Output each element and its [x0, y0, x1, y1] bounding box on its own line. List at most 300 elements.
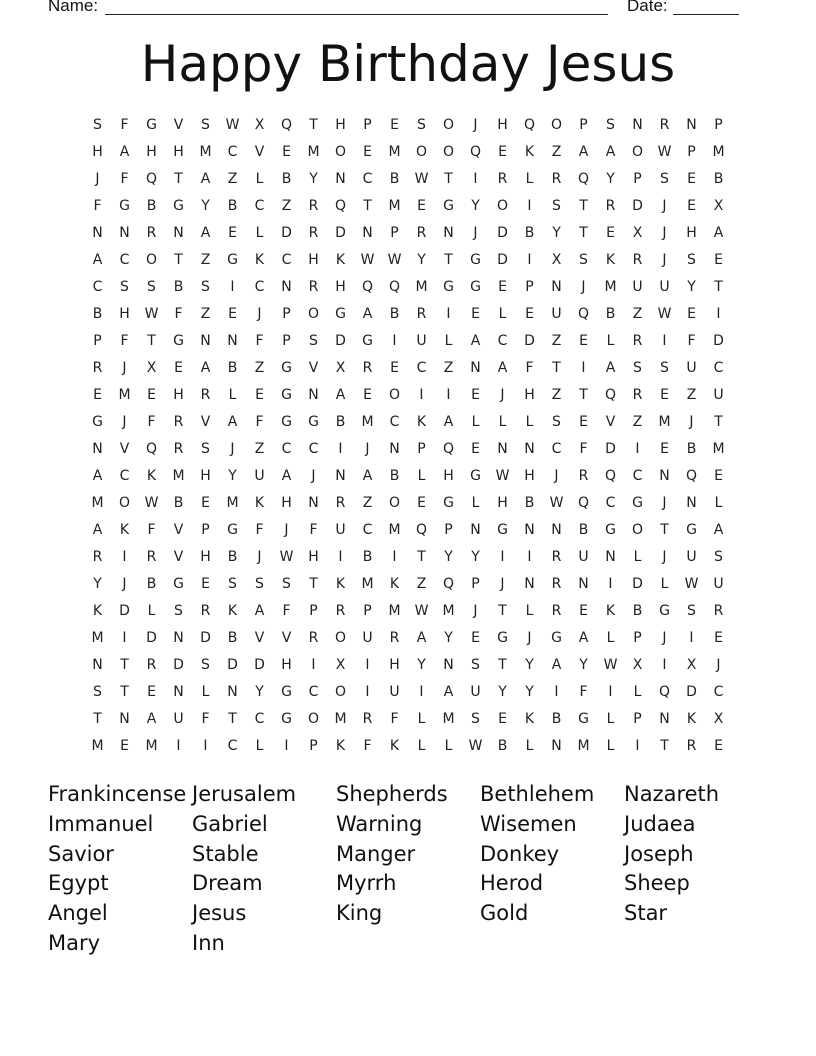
grid-letter[interactable]: G	[443, 198, 454, 214]
grid-letter[interactable]: I	[311, 657, 316, 673]
grid-letter[interactable]: U	[686, 549, 697, 565]
grid-letter[interactable]: B	[578, 522, 589, 538]
grid-letter[interactable]: G	[551, 630, 562, 646]
grid-letter[interactable]: B	[146, 198, 157, 214]
grid-letter[interactable]: Y	[255, 684, 264, 700]
grid-letter[interactable]: I	[527, 549, 532, 565]
grid-letter[interactable]: L	[417, 711, 426, 727]
grid-letter[interactable]: A	[578, 144, 589, 160]
grid-letter[interactable]: K	[416, 414, 427, 430]
grid-letter[interactable]: Y	[471, 549, 480, 565]
grid-letter[interactable]: B	[362, 549, 373, 565]
grid-letter[interactable]: R	[605, 198, 616, 214]
grid-letter[interactable]: D	[632, 198, 643, 214]
grid-letter[interactable]: J	[554, 468, 559, 484]
grid-letter[interactable]: J	[662, 495, 667, 511]
grid-letter[interactable]: N	[119, 225, 130, 241]
grid-letter[interactable]: A	[605, 360, 616, 376]
grid-letter[interactable]: M	[226, 495, 239, 511]
grid-letter[interactable]: D	[497, 252, 508, 268]
grid-letter[interactable]: B	[146, 576, 157, 592]
grid-letter[interactable]: O	[442, 144, 455, 160]
grid-letter[interactable]: R	[551, 171, 562, 187]
grid-letter[interactable]: O	[145, 252, 158, 268]
grid-letter[interactable]: N	[92, 657, 103, 673]
grid-letter[interactable]: B	[497, 738, 508, 754]
grid-letter[interactable]: P	[201, 522, 210, 538]
grid-letter[interactable]: E	[471, 306, 480, 322]
grid-letter[interactable]: X	[713, 711, 724, 727]
grid-letter[interactable]: C	[362, 171, 373, 187]
grid-letter[interactable]: G	[605, 522, 616, 538]
grid-letter[interactable]: E	[147, 684, 156, 700]
grid-letter[interactable]: R	[713, 603, 724, 619]
grid-letter[interactable]: L	[471, 495, 480, 511]
grid-letter[interactable]: J	[689, 414, 694, 430]
grid-letter[interactable]: Y	[498, 684, 507, 700]
grid-letter[interactable]: B	[389, 468, 400, 484]
grid-letter[interactable]: L	[471, 414, 480, 430]
grid-letter[interactable]: J	[122, 414, 127, 430]
grid-letter[interactable]: E	[390, 117, 399, 133]
grid-letter[interactable]: O	[442, 117, 455, 133]
grid-letter[interactable]: N	[659, 468, 670, 484]
grid-letter[interactable]: T	[498, 603, 507, 619]
grid-letter[interactable]: I	[689, 630, 694, 646]
grid-letter[interactable]: R	[335, 603, 346, 619]
grid-letter[interactable]: I	[446, 387, 451, 403]
grid-letter[interactable]: R	[632, 252, 643, 268]
grid-letter[interactable]: H	[308, 252, 319, 268]
grid-letter[interactable]: A	[281, 468, 292, 484]
grid-letter[interactable]: F	[525, 360, 534, 376]
grid-letter[interactable]: D	[119, 603, 130, 619]
grid-letter[interactable]: M	[91, 495, 104, 511]
grid-letter[interactable]: A	[578, 630, 589, 646]
grid-letter[interactable]: E	[363, 387, 372, 403]
grid-letter[interactable]: Z	[200, 306, 211, 322]
grid-letter[interactable]: V	[605, 414, 616, 430]
grid-letter[interactable]: R	[146, 549, 157, 565]
grid-letter[interactable]: S	[174, 603, 183, 619]
grid-letter[interactable]: T	[309, 117, 318, 133]
grid-letter[interactable]: I	[446, 306, 451, 322]
grid-letter[interactable]: W	[468, 738, 483, 754]
grid-letter[interactable]: N	[308, 387, 319, 403]
grid-letter[interactable]: B	[173, 495, 184, 511]
grid-letter[interactable]: S	[93, 117, 102, 133]
grid-letter[interactable]: B	[713, 171, 724, 187]
grid-letter[interactable]: W	[414, 603, 429, 619]
grid-letter[interactable]: Y	[228, 468, 237, 484]
grid-letter[interactable]: U	[470, 684, 481, 700]
grid-letter[interactable]: J	[473, 117, 478, 133]
grid-letter[interactable]: P	[525, 279, 534, 295]
grid-letter[interactable]: O	[334, 630, 347, 646]
grid-letter[interactable]: J	[662, 225, 667, 241]
grid-letter[interactable]: L	[606, 711, 615, 727]
grid-letter[interactable]: V	[254, 144, 265, 160]
grid-letter[interactable]: F	[579, 684, 588, 700]
grid-letter[interactable]: N	[173, 225, 184, 241]
grid-letter[interactable]: N	[443, 657, 454, 673]
grid-letter[interactable]: K	[335, 252, 346, 268]
grid-letter[interactable]: D	[281, 225, 292, 241]
grid-letter[interactable]: S	[714, 549, 723, 565]
grid-letter[interactable]: P	[579, 117, 588, 133]
grid-letter[interactable]: K	[389, 738, 400, 754]
grid-letter[interactable]: G	[281, 684, 292, 700]
grid-letter[interactable]: L	[714, 495, 723, 511]
grid-letter[interactable]: R	[551, 603, 562, 619]
grid-letter[interactable]: N	[281, 279, 292, 295]
grid-letter[interactable]: U	[578, 549, 589, 565]
grid-letter[interactable]: Q	[334, 198, 347, 214]
grid-letter[interactable]: H	[686, 225, 697, 241]
grid-letter[interactable]: O	[415, 144, 428, 160]
grid-letter[interactable]: V	[173, 549, 184, 565]
grid-letter[interactable]: S	[471, 657, 480, 673]
grid-letter[interactable]: N	[173, 684, 184, 700]
grid-letter[interactable]: P	[633, 171, 642, 187]
grid-letter[interactable]: H	[200, 549, 211, 565]
grid-letter[interactable]: L	[444, 333, 453, 349]
grid-letter[interactable]: B	[92, 306, 103, 322]
grid-letter[interactable]: R	[200, 603, 211, 619]
grid-letter[interactable]: I	[419, 684, 424, 700]
grid-letter[interactable]: H	[173, 387, 184, 403]
grid-letter[interactable]: R	[308, 198, 319, 214]
grid-letter[interactable]: E	[363, 144, 372, 160]
grid-letter[interactable]: B	[524, 225, 535, 241]
grid-letter[interactable]: B	[605, 306, 616, 322]
grid-letter[interactable]: Q	[415, 522, 428, 538]
grid-letter[interactable]: I	[500, 549, 505, 565]
grid-letter[interactable]: E	[714, 738, 723, 754]
grid-letter[interactable]: N	[497, 441, 508, 457]
grid-letter[interactable]: U	[713, 576, 724, 592]
grid-letter[interactable]: O	[631, 522, 644, 538]
grid-letter[interactable]: M	[388, 522, 401, 538]
grid-letter[interactable]: C	[119, 468, 130, 484]
grid-letter[interactable]: R	[92, 549, 103, 565]
grid-letter[interactable]: J	[257, 549, 262, 565]
grid-letter[interactable]: E	[579, 414, 588, 430]
grid-letter[interactable]: Y	[579, 657, 588, 673]
grid-letter[interactable]: P	[471, 576, 480, 592]
grid-letter[interactable]: A	[92, 522, 103, 538]
grid-letter[interactable]: F	[120, 333, 129, 349]
grid-letter[interactable]: C	[308, 441, 319, 457]
grid-letter[interactable]: Z	[551, 144, 562, 160]
grid-letter[interactable]: H	[497, 495, 508, 511]
grid-letter[interactable]: O	[334, 144, 347, 160]
grid-letter[interactable]: N	[632, 117, 643, 133]
grid-letter[interactable]: F	[147, 522, 156, 538]
grid-letter[interactable]: J	[500, 387, 505, 403]
grid-letter[interactable]: Q	[145, 171, 158, 187]
grid-letter[interactable]: M	[361, 414, 374, 430]
grid-letter[interactable]: A	[227, 414, 238, 430]
grid-letter[interactable]: H	[497, 117, 508, 133]
grid-letter[interactable]: Y	[201, 198, 210, 214]
grid-letter[interactable]: T	[444, 252, 453, 268]
grid-letter[interactable]: S	[687, 252, 696, 268]
grid-letter[interactable]: I	[230, 279, 235, 295]
grid-letter[interactable]: E	[498, 711, 507, 727]
grid-letter[interactable]: Y	[417, 252, 426, 268]
grid-letter[interactable]: B	[227, 630, 238, 646]
grid-letter[interactable]: W	[360, 252, 375, 268]
grid-letter[interactable]: D	[146, 630, 157, 646]
grid-letter[interactable]: U	[254, 468, 265, 484]
grid-letter[interactable]: F	[255, 414, 264, 430]
grid-letter[interactable]: E	[390, 360, 399, 376]
grid-letter[interactable]: P	[363, 603, 372, 619]
grid-letter[interactable]: G	[146, 117, 157, 133]
grid-letter[interactable]: C	[497, 333, 508, 349]
grid-letter[interactable]: H	[308, 549, 319, 565]
grid-letter[interactable]: C	[254, 279, 265, 295]
grid-letter[interactable]: N	[227, 684, 238, 700]
grid-letter[interactable]: W	[279, 549, 294, 565]
grid-letter[interactable]: T	[120, 657, 129, 673]
grid-letter[interactable]: D	[173, 657, 184, 673]
grid-letter[interactable]: Q	[361, 279, 374, 295]
grid-letter[interactable]: S	[633, 360, 642, 376]
grid-letter[interactable]: J	[122, 576, 127, 592]
grid-letter[interactable]: I	[419, 387, 424, 403]
grid-letter[interactable]: O	[631, 144, 644, 160]
grid-letter[interactable]: C	[281, 441, 292, 457]
grid-letter[interactable]: L	[417, 738, 426, 754]
grid-letter[interactable]: T	[660, 738, 669, 754]
grid-letter[interactable]: R	[551, 576, 562, 592]
grid-letter[interactable]: P	[309, 603, 318, 619]
grid-letter[interactable]: J	[662, 198, 667, 214]
grid-letter[interactable]: F	[93, 198, 102, 214]
grid-letter[interactable]: G	[119, 198, 130, 214]
grid-letter[interactable]: A	[470, 333, 481, 349]
grid-letter[interactable]: H	[146, 144, 157, 160]
grid-letter[interactable]: L	[525, 603, 534, 619]
grid-letter[interactable]: W	[144, 306, 159, 322]
grid-letter[interactable]: X	[713, 198, 724, 214]
grid-letter[interactable]: M	[577, 738, 590, 754]
grid-letter[interactable]: W	[657, 306, 672, 322]
grid-letter[interactable]: N	[551, 279, 562, 295]
grid-letter[interactable]: L	[228, 387, 237, 403]
grid-letter[interactable]: F	[687, 333, 696, 349]
grid-letter[interactable]: C	[227, 738, 238, 754]
grid-letter[interactable]: U	[173, 711, 184, 727]
grid-letter[interactable]: A	[713, 522, 724, 538]
grid-letter[interactable]: D	[335, 333, 346, 349]
grid-letter[interactable]: C	[713, 360, 724, 376]
grid-letter[interactable]: M	[415, 279, 428, 295]
grid-letter[interactable]: W	[549, 495, 564, 511]
grid-letter[interactable]: S	[417, 117, 426, 133]
grid-letter[interactable]: X	[254, 117, 265, 133]
grid-letter[interactable]: C	[254, 711, 265, 727]
grid-letter[interactable]: M	[307, 144, 320, 160]
grid-letter[interactable]: R	[308, 630, 319, 646]
grid-letter[interactable]: P	[633, 630, 642, 646]
grid-letter[interactable]: K	[92, 603, 103, 619]
grid-letter[interactable]: Q	[145, 441, 158, 457]
grid-letter[interactable]: I	[608, 684, 613, 700]
grid-letter[interactable]: C	[416, 360, 427, 376]
grid-letter[interactable]: D	[335, 225, 346, 241]
grid-letter[interactable]: G	[281, 360, 292, 376]
grid-letter[interactable]: F	[255, 522, 264, 538]
grid-letter[interactable]: T	[579, 225, 588, 241]
grid-letter[interactable]: R	[92, 360, 103, 376]
grid-letter[interactable]: Y	[525, 684, 534, 700]
grid-letter[interactable]: S	[471, 711, 480, 727]
grid-letter[interactable]: X	[335, 657, 346, 673]
grid-letter[interactable]: J	[716, 657, 721, 673]
grid-letter[interactable]: U	[659, 279, 670, 295]
grid-letter[interactable]: D	[713, 333, 724, 349]
grid-letter[interactable]: R	[146, 657, 157, 673]
grid-letter[interactable]: E	[228, 306, 237, 322]
grid-letter[interactable]: E	[471, 387, 480, 403]
grid-letter[interactable]: G	[227, 252, 238, 268]
grid-letter[interactable]: P	[282, 333, 291, 349]
grid-letter[interactable]: S	[201, 441, 210, 457]
grid-letter[interactable]: W	[414, 171, 429, 187]
grid-letter[interactable]: A	[335, 387, 346, 403]
grid-letter[interactable]: S	[120, 279, 129, 295]
grid-letter[interactable]: Z	[686, 387, 697, 403]
grid-letter[interactable]: E	[498, 279, 507, 295]
grid-letter[interactable]: N	[470, 522, 481, 538]
grid-letter[interactable]: H	[389, 657, 400, 673]
grid-letter[interactable]: U	[713, 387, 724, 403]
grid-letter[interactable]: Q	[577, 306, 590, 322]
grid-letter[interactable]: I	[338, 441, 343, 457]
grid-letter[interactable]: G	[362, 333, 373, 349]
grid-letter[interactable]: B	[389, 306, 400, 322]
grid-letter[interactable]: C	[389, 414, 400, 430]
grid-letter[interactable]: P	[417, 441, 426, 457]
grid-letter[interactable]: F	[363, 738, 372, 754]
grid-letter[interactable]: T	[228, 711, 237, 727]
grid-letter[interactable]: G	[281, 711, 292, 727]
grid-letter[interactable]: S	[201, 657, 210, 673]
grid-letter[interactable]: H	[524, 468, 535, 484]
grid-letter[interactable]: E	[660, 441, 669, 457]
grid-letter[interactable]: N	[362, 225, 373, 241]
grid-letter[interactable]: K	[686, 711, 697, 727]
grid-letter[interactable]: M	[388, 144, 401, 160]
grid-letter[interactable]: D	[200, 630, 211, 646]
grid-letter[interactable]: Q	[658, 684, 671, 700]
grid-letter[interactable]: T	[444, 171, 453, 187]
grid-letter[interactable]: R	[632, 333, 643, 349]
grid-letter[interactable]: L	[525, 171, 534, 187]
grid-letter[interactable]: K	[254, 495, 265, 511]
grid-letter[interactable]: Y	[417, 657, 426, 673]
grid-letter[interactable]: G	[470, 252, 481, 268]
grid-letter[interactable]: C	[362, 522, 373, 538]
grid-letter[interactable]: N	[524, 576, 535, 592]
grid-letter[interactable]: M	[361, 576, 374, 592]
grid-letter[interactable]: R	[173, 414, 184, 430]
grid-letter[interactable]: Y	[309, 171, 318, 187]
grid-letter[interactable]: Y	[525, 657, 534, 673]
grid-letter[interactable]: T	[174, 252, 183, 268]
grid-letter[interactable]: W	[387, 252, 402, 268]
grid-letter[interactable]: Q	[604, 387, 617, 403]
grid-letter[interactable]: M	[604, 279, 617, 295]
grid-letter[interactable]: R	[497, 171, 508, 187]
grid-letter[interactable]: M	[334, 711, 347, 727]
grid-letter[interactable]: A	[551, 657, 562, 673]
grid-letter[interactable]: K	[335, 738, 346, 754]
grid-letter[interactable]: S	[255, 576, 264, 592]
grid-letter[interactable]: Z	[254, 360, 265, 376]
grid-letter[interactable]: H	[119, 306, 130, 322]
grid-letter[interactable]: R	[308, 279, 319, 295]
grid-letter[interactable]: T	[417, 549, 426, 565]
grid-letter[interactable]: X	[632, 657, 643, 673]
grid-letter[interactable]: K	[524, 711, 535, 727]
grid-letter[interactable]: L	[444, 738, 453, 754]
grid-letter[interactable]: U	[632, 279, 643, 295]
grid-letter[interactable]: Z	[362, 495, 373, 511]
grid-letter[interactable]: E	[525, 306, 534, 322]
grid-letter[interactable]: U	[389, 684, 400, 700]
grid-letter[interactable]: V	[254, 630, 265, 646]
grid-letter[interactable]: A	[605, 144, 616, 160]
grid-letter[interactable]: R	[200, 387, 211, 403]
grid-letter[interactable]: K	[119, 522, 130, 538]
grid-letter[interactable]: M	[712, 144, 725, 160]
grid-letter[interactable]: E	[282, 144, 291, 160]
grid-letter[interactable]: E	[417, 198, 426, 214]
grid-letter[interactable]: W	[603, 657, 618, 673]
grid-letter[interactable]: L	[147, 603, 156, 619]
grid-letter[interactable]: B	[335, 414, 346, 430]
grid-letter[interactable]: F	[201, 711, 210, 727]
grid-letter[interactable]: M	[712, 441, 725, 457]
grid-letter[interactable]: L	[633, 684, 642, 700]
grid-letter[interactable]: P	[309, 738, 318, 754]
grid-letter[interactable]: A	[200, 171, 211, 187]
grid-letter[interactable]: Y	[687, 279, 696, 295]
grid-letter[interactable]: R	[416, 306, 427, 322]
grid-letter[interactable]: I	[581, 360, 586, 376]
grid-letter[interactable]: M	[172, 468, 185, 484]
grid-letter[interactable]: E	[120, 738, 129, 754]
grid-letter[interactable]: N	[389, 441, 400, 457]
grid-letter[interactable]: L	[498, 414, 507, 430]
grid-letter[interactable]: Y	[444, 630, 453, 646]
grid-letter[interactable]: H	[335, 279, 346, 295]
grid-letter[interactable]: L	[498, 306, 507, 322]
grid-letter[interactable]: I	[527, 198, 532, 214]
grid-letter[interactable]: X	[335, 360, 346, 376]
grid-letter[interactable]: G	[173, 333, 184, 349]
grid-letter[interactable]: B	[281, 171, 292, 187]
grid-letter[interactable]: Z	[443, 360, 454, 376]
grid-letter[interactable]: J	[662, 549, 667, 565]
grid-letter[interactable]: Q	[604, 468, 617, 484]
grid-letter[interactable]: H	[173, 144, 184, 160]
grid-letter[interactable]: C	[281, 252, 292, 268]
